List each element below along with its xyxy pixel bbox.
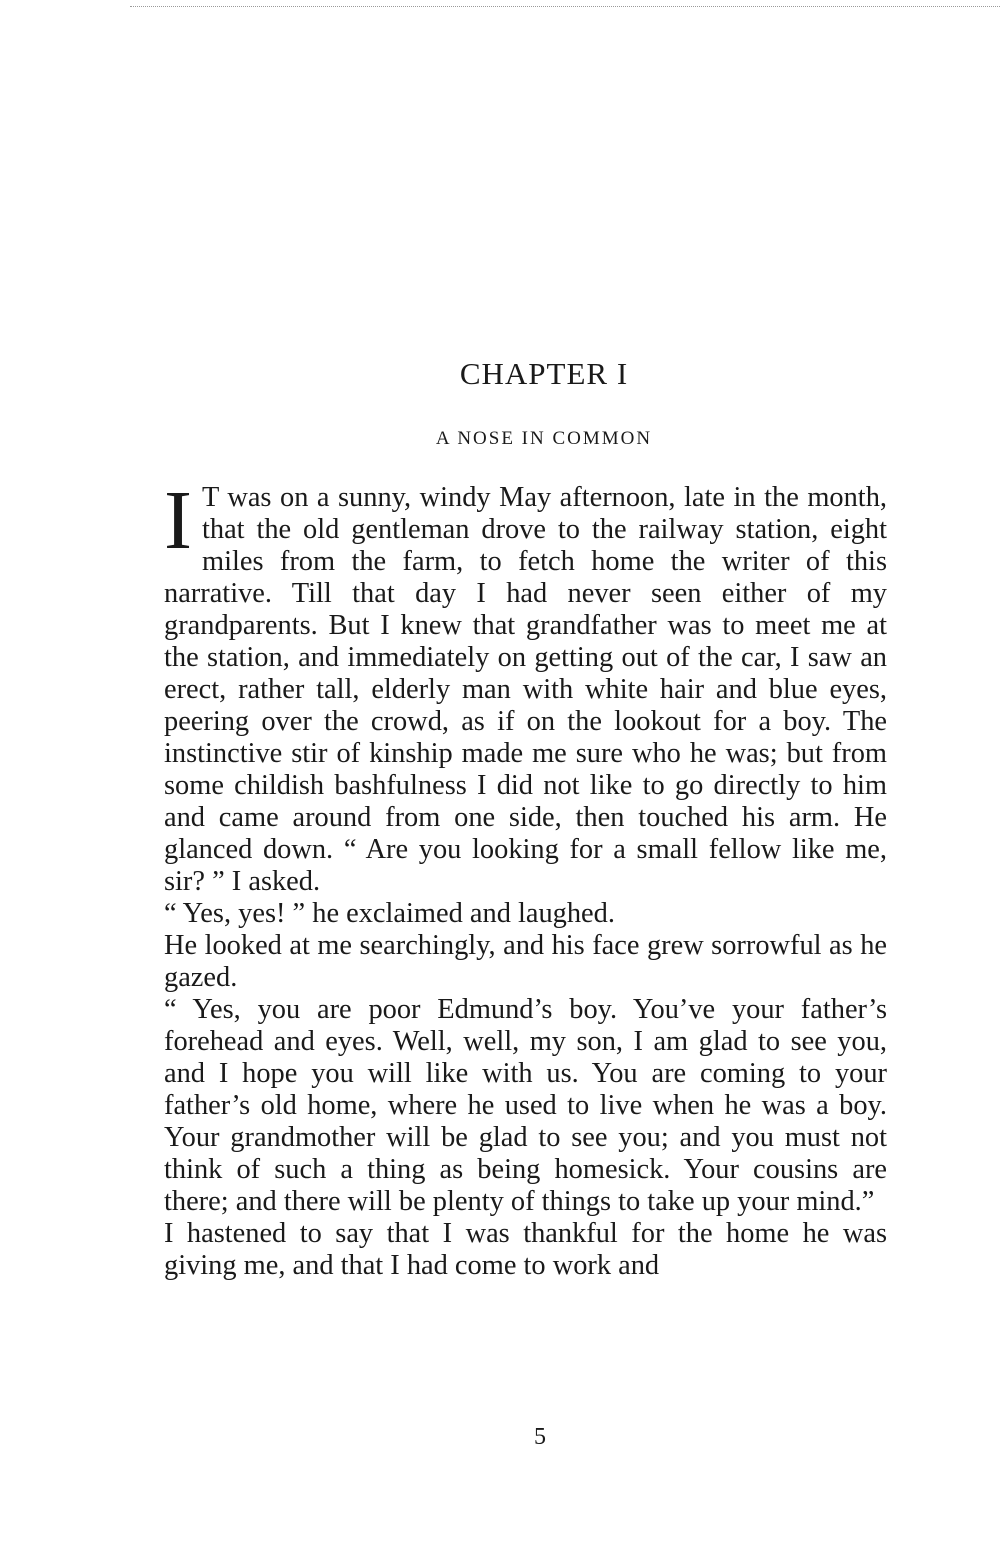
body-text <box>164 474 887 1282</box>
top-edge-rule <box>130 6 1000 7</box>
paragraph-4: “ Yes, you are poor Edmund’s boy. You’ve your father’s forehead and eyes. Well, well, my son, I am glad to see you, and I hope you will like with us. You are coming to your father’s old home, where he used to live when he was a boy. Your grandmother will be glad to see you; and you must not think of such a thing as being homesick. Your cousins are there; and there will be plenty of things to take up your mind.” <box>164 994 887 1217</box>
paragraph-5: I hastened to say that I was thankful for the home he was giving me, and that I had come to work and <box>164 1218 887 1281</box>
paragraph-2: “ Yes, yes! ” he exclaimed and laughed. <box>164 898 615 929</box>
paragraph-1-text: T was on a sunny, windy May afternoon, late in the month, that the old gentleman drove to the railway station, eight miles from the farm, to fetch home the writer of this narrative. Till that day I had never seen either of my grandparents. But I knew that grandfather was to meet me at the station, and immediately on getting out of the car, I saw an erect, rather tall, elderly man with white hair and blue eyes, peering over the crowd, as if on the lookout for a boy. The instinctive stir of kinship made me sure who he was; but from some childish bashfulness I did not like to go directly to him and came around from one side, then touched his arm. He glanced down. “ Are you looking for a small fellow like me, sir? ” I asked. <box>164 482 887 897</box>
paragraph-3: He looked at me searchingly, and his face grew sorrowful as he gazed. <box>164 930 887 993</box>
page-number: 5 <box>534 1424 546 1450</box>
drop-cap: I <box>164 474 192 567</box>
chapter-title: A NOSE IN COMMON <box>435 428 653 449</box>
chapter-heading: CHAPTER I <box>459 356 629 391</box>
paragraph-1 <box>164 474 887 898</box>
